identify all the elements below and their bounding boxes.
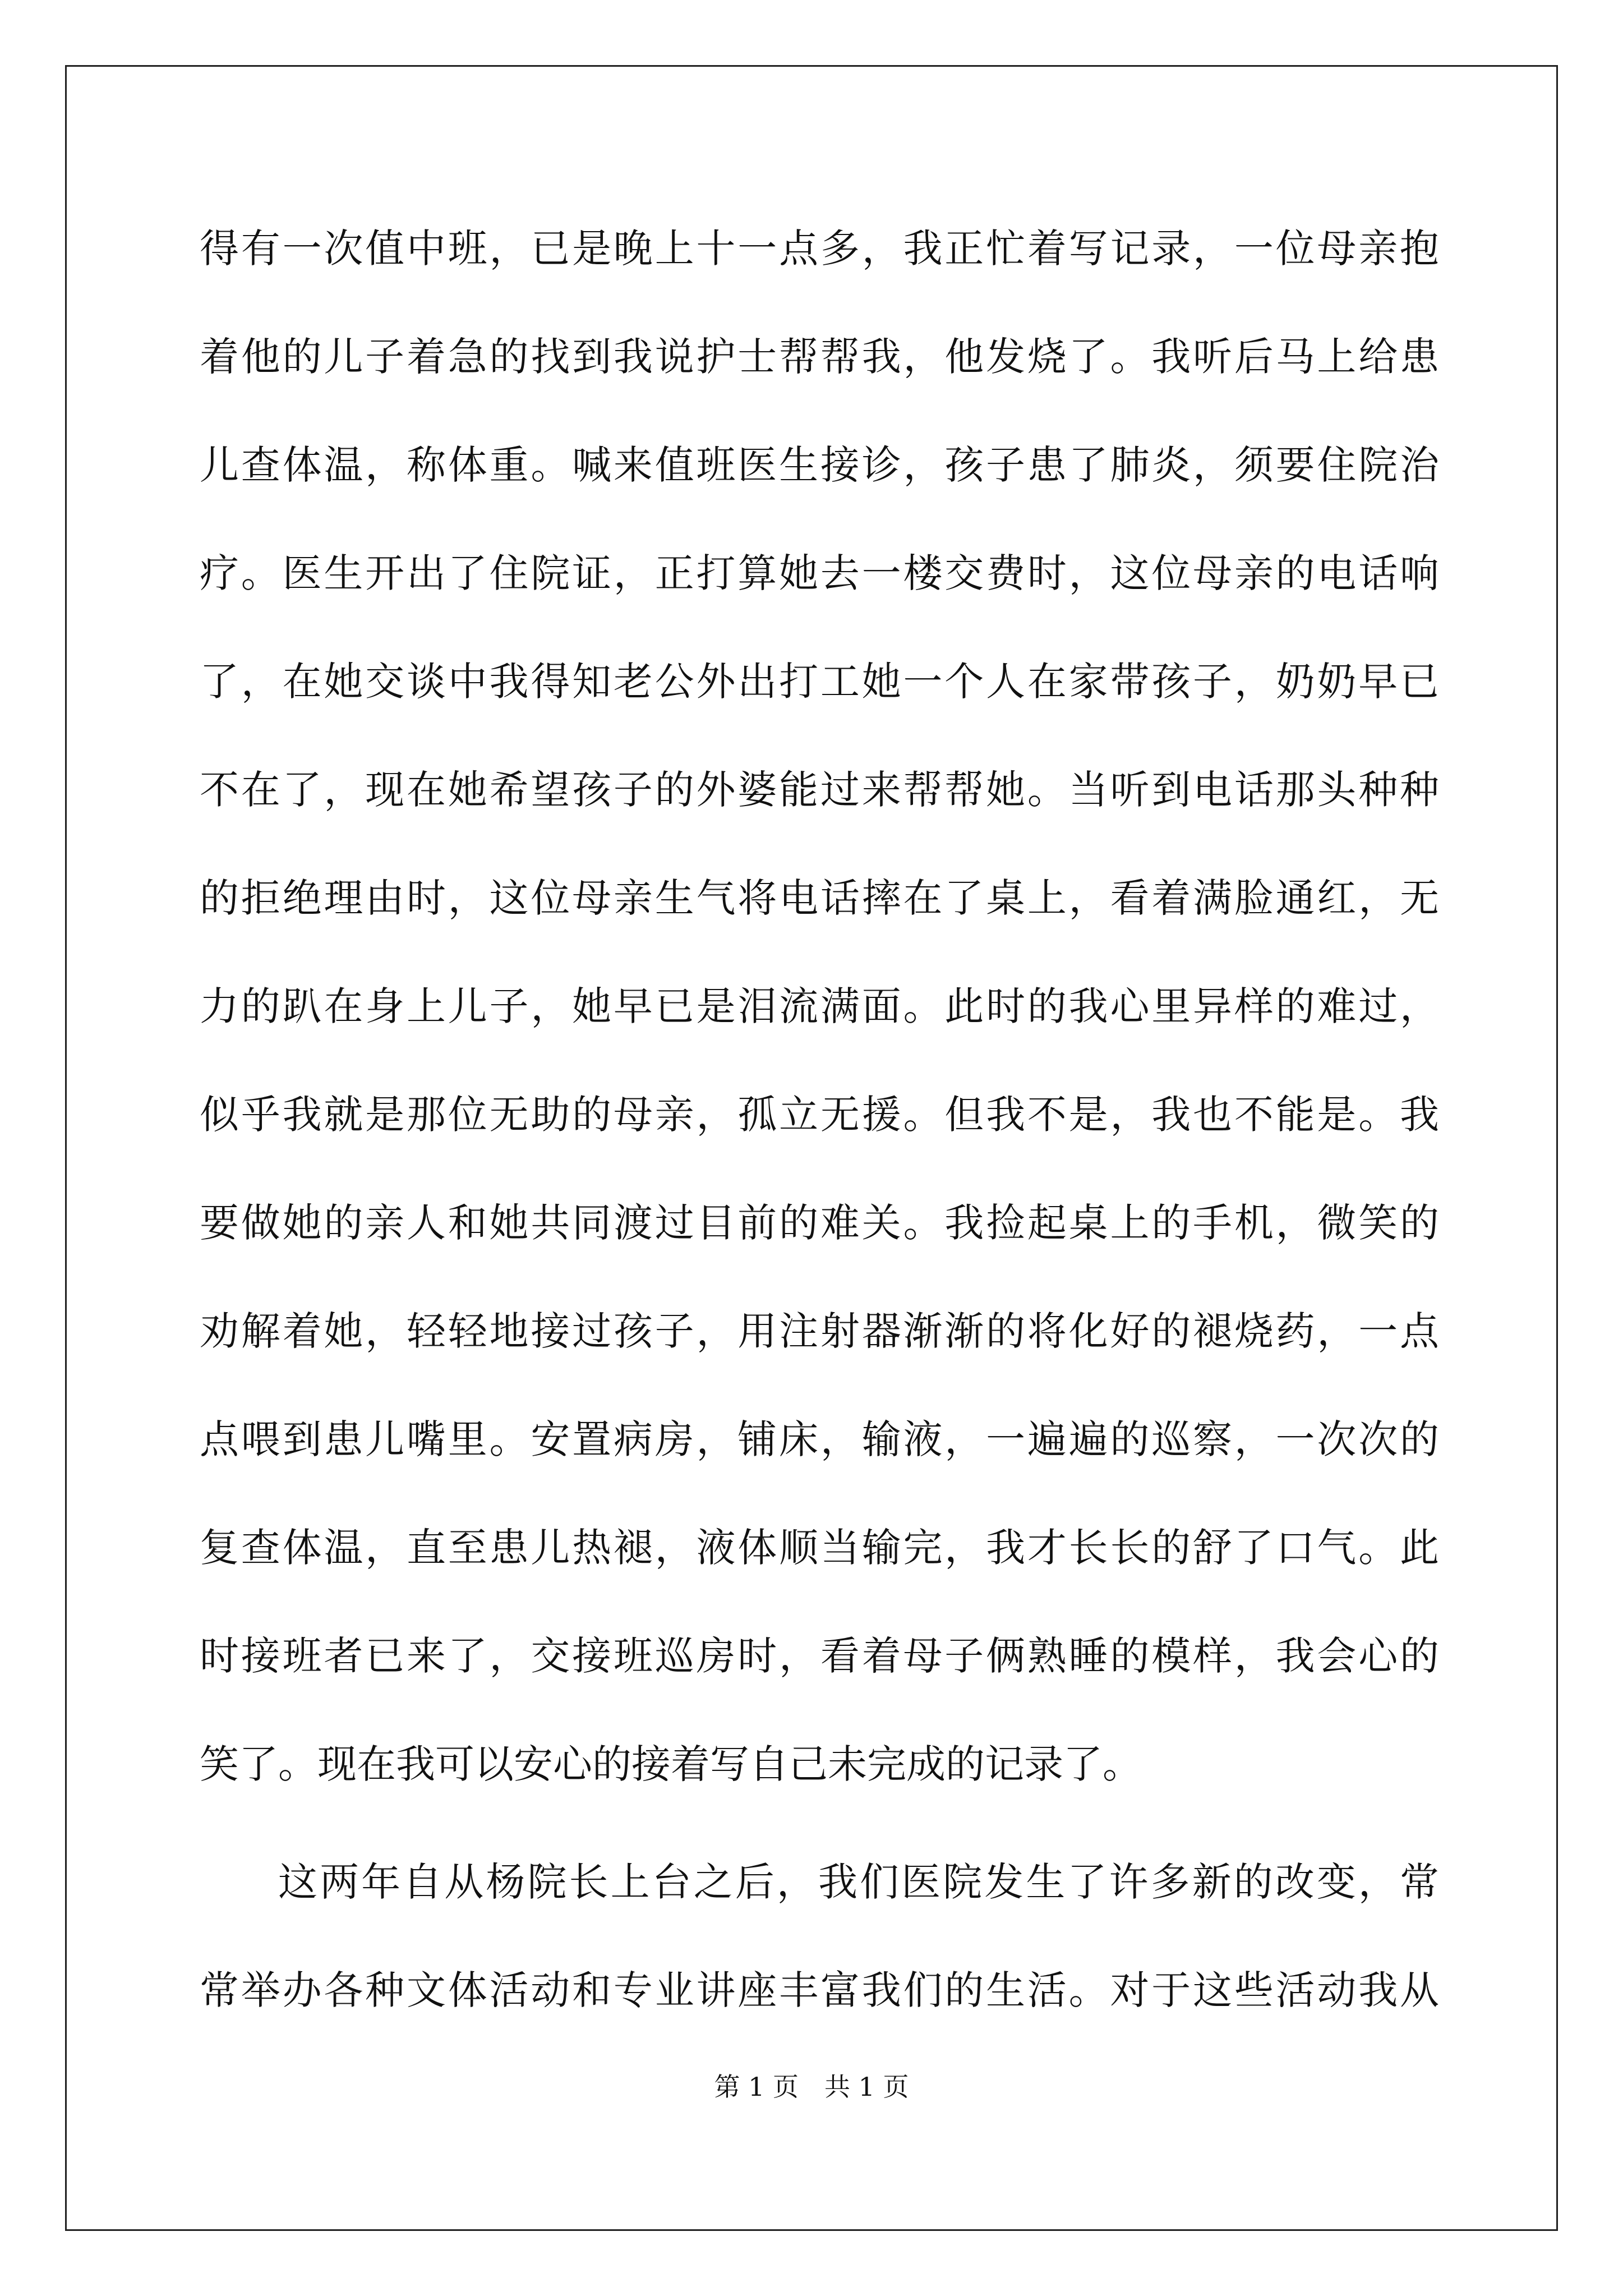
- text-line: 力的趴在身上儿子，她早已是泪流满面。此时的我心里异样的难过，: [200, 983, 1439, 1029]
- text-line: 复查体温，直至患儿热褪，液体顺当输完，我才长长的舒了口气。此: [200, 1525, 1439, 1571]
- text-line: 常举办各种文体活动和专业讲座丰富我们的生活。对于这些活动我从: [200, 1967, 1439, 2013]
- body-text: [200, 218, 1439, 2068]
- paragraph-2: [200, 1851, 1439, 2068]
- text-line: 时接班者已来了，交接班巡房时，看着母子俩熟睡的模样，我会心的: [200, 1633, 1439, 1679]
- paragraph-1: [200, 218, 1439, 1842]
- text-line: 儿查体温，称体重。喊来值班医生接诊，孩子患了肺炎，须要住院治: [200, 442, 1439, 488]
- text-line: 得有一次值中班，已是晚上十一点多，我正忙着写记录，一位母亲抱: [200, 226, 1439, 272]
- text-line: 不在了，现在她希望孩子的外婆能过来帮帮她。当听到电话那头种种: [200, 767, 1439, 813]
- text-line: 的拒绝理由时，这位母亲生气将电话摔在了桌上，看着满脸通红，无: [200, 875, 1439, 921]
- text-line: 似乎我就是那位无助的母亲，孤立无援。但我不是，我也不能是。我: [200, 1092, 1439, 1138]
- page-footer: 第 1 页 共 1 页: [714, 2072, 909, 2102]
- paragraph-spacer: [200, 1842, 1439, 1851]
- text-line: 点喂到患儿嘴里。安置病房，铺床，输液，一遍遍的巡察，一次次的: [200, 1416, 1439, 1462]
- text-line: 这两年自从杨院长上台之后，我们医院发生了许多新的改变，常: [278, 1859, 1439, 1905]
- text-line: 笑了。现在我可以安心的接着写自己未完成的记录了。: [200, 1741, 1142, 1787]
- text-line: 要做她的亲人和她共同渡过目前的难关。我捡起桌上的手机，微笑的: [200, 1200, 1439, 1246]
- text-line: 劝解着她，轻轻地接过孩子，用注射器渐渐的将化好的褪烧药，一点: [200, 1308, 1439, 1354]
- text-line: 着他的儿子着急的找到我说护士帮帮我，他发烧了。我听后马上给患: [200, 334, 1439, 380]
- text-line: 疗。医生开出了住院证，正打算她去一楼交费时，这位母亲的电话响: [200, 550, 1439, 596]
- text-line: 了，在她交谈中我得知老公外出打工她一个人在家带孩子，奶奶早已: [200, 659, 1439, 705]
